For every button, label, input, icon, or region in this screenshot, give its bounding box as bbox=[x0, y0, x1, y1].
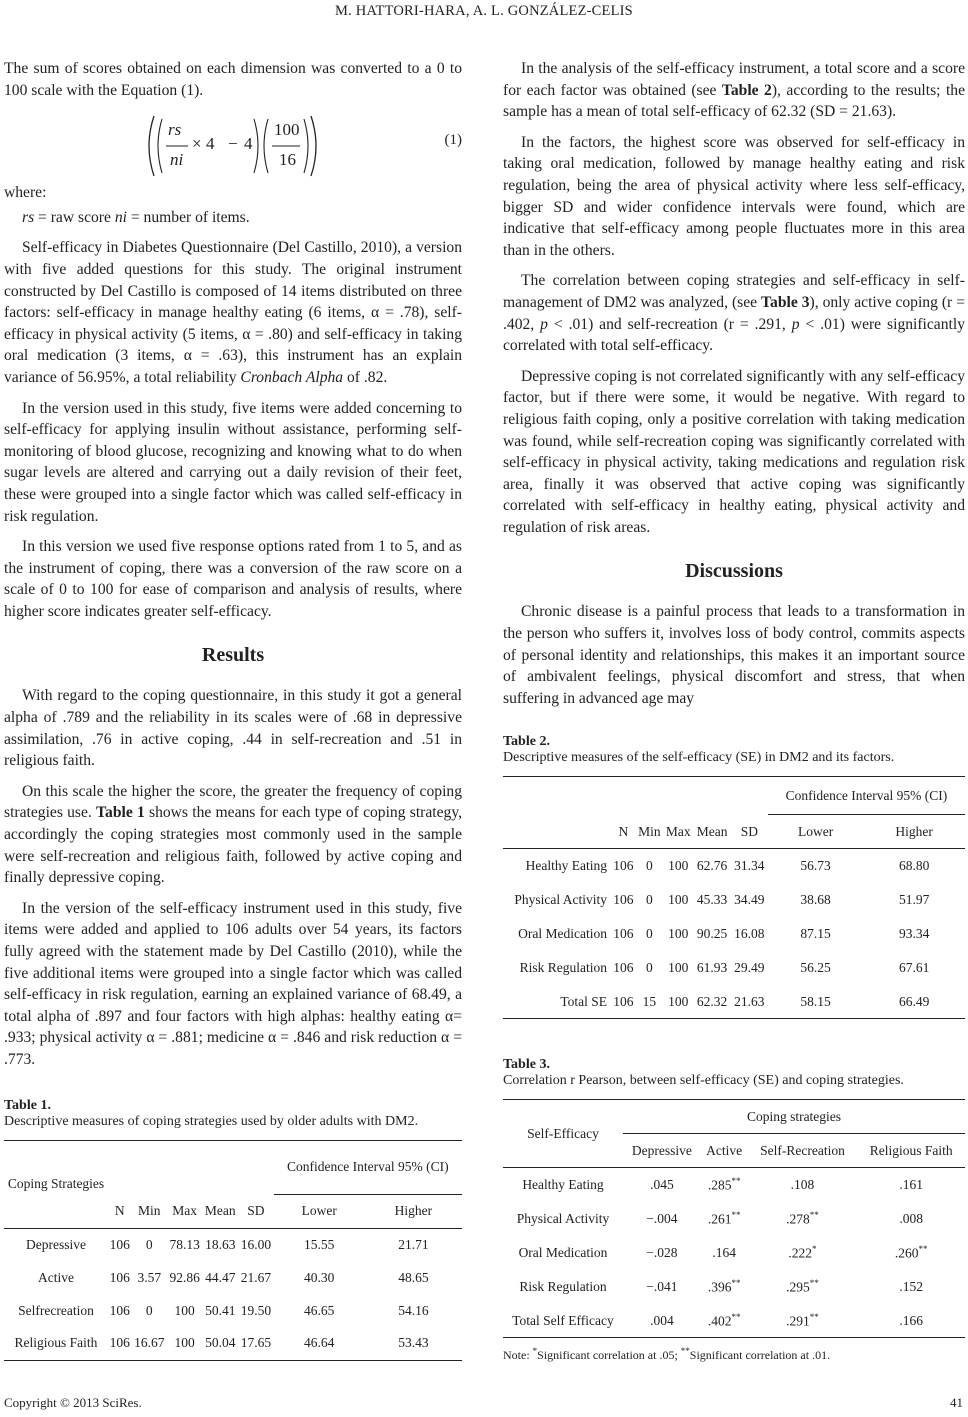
significance-marker: ** bbox=[809, 1311, 819, 1322]
table-row bbox=[4, 1228, 462, 1261]
row-label: Healthy Eating bbox=[525, 858, 607, 874]
table3-col-header: Self-Recreation bbox=[748, 1134, 858, 1168]
table-cell: 92.86 bbox=[169, 1269, 200, 1285]
paragraph: In the analysis of the self-efficacy instrument, a total score and a score for each factor was obtained (see Table 2), according to the results; the sample has a mean of total self-efficacy of 62.32 (SD = 21.63). bbox=[503, 60, 965, 121]
table3-title: Table 3. bbox=[503, 1057, 550, 1073]
eq-four-b: 4 bbox=[244, 134, 253, 154]
significance-marker: ** bbox=[731, 1311, 741, 1322]
equation-1 bbox=[4, 110, 462, 182]
table2-col-header: Higher bbox=[863, 815, 965, 849]
table-cell: 34.49 bbox=[734, 891, 765, 907]
table-cell: 50.04 bbox=[202, 1327, 238, 1360]
table3-col-header: Depressive bbox=[623, 1134, 701, 1168]
table-cell: 31.34 bbox=[734, 858, 765, 874]
table-cell: .396** bbox=[707, 1278, 741, 1295]
table-cell: −.004 bbox=[646, 1210, 678, 1226]
table-row bbox=[4, 1261, 462, 1294]
significance-marker: ** bbox=[731, 1210, 741, 1221]
where-label: where: bbox=[4, 184, 47, 202]
table-cell: 16.08 bbox=[734, 925, 765, 941]
table-cell: 0 bbox=[646, 891, 653, 907]
significance-marker: ** bbox=[809, 1278, 819, 1289]
row-label: Oral Medication bbox=[518, 1244, 608, 1260]
table-cell: .045 bbox=[650, 1177, 674, 1193]
section-heading-results: Results bbox=[201, 644, 265, 667]
table-cell: .161 bbox=[899, 1177, 924, 1193]
left-column bbox=[4, 58, 462, 1361]
significance-marker: * bbox=[812, 1244, 817, 1255]
eq-minus: − bbox=[228, 134, 238, 154]
table-cell: 100 bbox=[167, 1327, 202, 1360]
table-2 bbox=[503, 776, 965, 1019]
table-cell: .008 bbox=[899, 1210, 924, 1226]
table-cell: 106 bbox=[613, 858, 634, 874]
table-cell: 0 bbox=[646, 959, 653, 975]
table2-title: Table 2. bbox=[503, 734, 550, 750]
table-row bbox=[503, 1202, 965, 1236]
table-cell: 61.93 bbox=[696, 959, 728, 975]
table-cell: −.028 bbox=[646, 1244, 678, 1260]
row-label: Selfrecreation bbox=[18, 1302, 94, 1318]
table-cell: .152 bbox=[899, 1278, 924, 1294]
table-row bbox=[503, 1270, 965, 1304]
paragraph: Self-efficacy in Diabetes Questionnaire (Del Castillo, 2010), a version with five added questions for this study. The original instrument constructed by Del Castillo is composed of 14 items distributed on three factors: self-efficacy in manage healthy eating (6 items, α = .78), self-efficacy in physical activity (5 items, α = .80) and self-efficacy in taking oral medication (3 items, α = .63), this instrument has an explain variance of 56.95%, a total reliability Cronbach Alpha of .82. bbox=[4, 239, 462, 386]
right-column bbox=[503, 58, 965, 1363]
row-label: Physical Activity bbox=[516, 1210, 610, 1226]
paragraph: The correlation between coping strategies and self-efficacy in self-management of DM2 was analyzed, (see Table 3), only active coping (r = .402, p < .01) and self-recreation (r = .291, p < .01) were significantly correlated with total self-efficacy. bbox=[503, 272, 966, 355]
table-cell: 106 bbox=[613, 959, 634, 975]
paragraph: Depressive coping is not correlated significantly with any self-efficacy factor, but if there were some, it would be negative. With regard to religious faith coping, only a positive correlation with taking medication was found, while self-recreation coping was significantly correlated with self-efficacy in physical activity, taking medications and regulation risk area, finally it was observed that active coping was significantly correlated with self-efficacy in healthy eating, physical activity and regulation of risk areas. bbox=[503, 367, 965, 536]
table-cell: 106 bbox=[109, 1236, 130, 1252]
table-cell: 93.34 bbox=[898, 925, 930, 941]
table-cell: 100 bbox=[668, 925, 689, 941]
row-label: Religious Faith bbox=[4, 1327, 108, 1360]
table-cell: 106 bbox=[109, 1302, 130, 1318]
eq-times: × bbox=[192, 134, 202, 154]
table1-title: Table 1. bbox=[4, 1097, 51, 1113]
significance-marker: ** bbox=[731, 1278, 741, 1289]
table1-col-header: Max bbox=[167, 1194, 202, 1228]
table-cell: 68.80 bbox=[898, 858, 930, 874]
table-cell: 106 bbox=[613, 891, 634, 907]
table-cell: 38.68 bbox=[800, 891, 831, 907]
paragraph: On this scale the higher the score, the greater the frequency of coping strategies use. Table 1 shows the means for each type of coping strategy, accordingly the coping strategies most commonly used in the sample were self-recreation and religious faith, followed by active coping and finally depressive coping. bbox=[4, 782, 463, 887]
table-row bbox=[4, 1294, 462, 1327]
significance-marker: ** bbox=[918, 1244, 928, 1255]
table-1 bbox=[4, 1140, 462, 1361]
table-row bbox=[503, 1168, 965, 1202]
paragraph: The sum of scores obtained on each dimension was converted to a 0 to 100 scale with the Equation (1). bbox=[4, 60, 462, 99]
table-cell: 90.25 bbox=[696, 925, 728, 941]
table-cell: 100 bbox=[663, 985, 693, 1019]
running-header: M. HATTORI-HARA, A. L. GONZÁLEZ-CELIS bbox=[335, 3, 633, 19]
table-cell: .402** bbox=[701, 1304, 748, 1338]
table1-col-header: Higher bbox=[365, 1194, 462, 1228]
table1-col-header: Mean bbox=[202, 1194, 238, 1228]
table3-rowhead: Self-Efficacy bbox=[503, 1100, 623, 1168]
table-cell: 53.43 bbox=[365, 1327, 462, 1360]
table-cell: 0 bbox=[145, 1236, 153, 1252]
table-cell: 44.47 bbox=[205, 1269, 236, 1285]
table-row bbox=[4, 1327, 462, 1360]
eq-ni: ni bbox=[170, 150, 184, 170]
table-row bbox=[503, 985, 965, 1019]
table3-col-header: Active bbox=[701, 1134, 748, 1168]
table-cell: .261** bbox=[707, 1210, 741, 1227]
table-cell: 40.30 bbox=[304, 1269, 335, 1285]
table-cell: 46.64 bbox=[274, 1327, 365, 1360]
table-row bbox=[503, 1236, 965, 1270]
table-cell: 87.15 bbox=[800, 925, 831, 941]
table-cell: 3.57 bbox=[137, 1269, 162, 1285]
table-cell: 16.00 bbox=[240, 1236, 272, 1252]
equation-legend: rs = raw score ni = number of items. bbox=[22, 208, 250, 226]
table-cell: 19.50 bbox=[240, 1302, 272, 1318]
table2-col-header: Mean bbox=[693, 815, 731, 849]
paragraph: In this version we used five response options rated from 1 to 5, and as the instrument of coping, there was a conversion of the raw score on a scale of 0 to 100 for ease of comparison and analysis of results, where higher score indicates greater self-efficacy. bbox=[4, 538, 462, 620]
table-cell: 50.41 bbox=[205, 1302, 236, 1318]
table-cell: 56.73 bbox=[800, 858, 831, 874]
table1-caption: Descriptive measures of coping strategies used by older adults with DM2. bbox=[4, 1113, 419, 1129]
table-cell: −.041 bbox=[646, 1278, 678, 1294]
table2-ci-header: Confidence Interval 95% (CI) bbox=[768, 777, 965, 815]
table2-col-header: Max bbox=[663, 815, 693, 849]
table-cell: 0 bbox=[145, 1302, 153, 1318]
table-cell: .004 bbox=[623, 1304, 701, 1338]
table-cell: 48.65 bbox=[398, 1269, 429, 1285]
table-cell: .108 bbox=[790, 1177, 815, 1193]
table-cell: 106 bbox=[613, 925, 634, 941]
eq-four-a: 4 bbox=[206, 134, 215, 154]
eq-sixteen: 16 bbox=[279, 150, 296, 170]
table-cell: .164 bbox=[712, 1244, 736, 1260]
table1-ci-header: Confidence Interval 95% (CI) bbox=[274, 1140, 462, 1194]
table-cell: .285** bbox=[707, 1176, 741, 1193]
table-cell: 21.63 bbox=[731, 985, 768, 1019]
table-cell: 21.71 bbox=[398, 1236, 429, 1252]
table-cell: 46.65 bbox=[304, 1302, 335, 1318]
table3-caption: Correlation r Pearson, between self-efficacy (SE) and coping strategies. bbox=[503, 1073, 904, 1089]
section-heading-discussions: Discussions bbox=[685, 560, 783, 583]
table-cell: .278** bbox=[786, 1210, 819, 1227]
row-label: Oral Medication bbox=[518, 925, 607, 941]
table-cell: 100 bbox=[668, 959, 689, 975]
table1-rowhead: Coping Strategies bbox=[4, 1140, 108, 1228]
significance-marker: ** bbox=[809, 1210, 819, 1221]
row-label: Total SE bbox=[503, 985, 611, 1019]
table-cell: 100 bbox=[668, 858, 689, 874]
table-cell: 106 bbox=[108, 1327, 132, 1360]
table-cell: .295** bbox=[786, 1278, 819, 1295]
table2-caption: Descriptive measures of the self-efficacy (SE) in DM2 and its factors. bbox=[503, 750, 895, 766]
row-label: Active bbox=[38, 1269, 74, 1285]
row-label: Risk Regulation bbox=[519, 1278, 607, 1294]
row-label: Total Self Efficacy bbox=[503, 1304, 623, 1338]
table-cell: 15.55 bbox=[304, 1236, 335, 1252]
table-cell: 56.25 bbox=[800, 959, 831, 975]
eq-hundred: 100 bbox=[274, 120, 300, 140]
table-cell: 21.67 bbox=[240, 1269, 272, 1285]
page-number: 41 bbox=[950, 1395, 963, 1410]
paragraph: In the version used in this study, five items were added concerning to self-efficacy for applying insulin without assistance, performing self-monitoring of blood glucose, recognizing and knowing what to do when sugar levels are altered and carrying out a daily revision of their feet, these were grouped into a single factor which was called self-efficacy in risk regulation. bbox=[4, 399, 462, 525]
table-cell: .260** bbox=[894, 1244, 928, 1261]
table-cell: 100 bbox=[174, 1302, 195, 1318]
table-row bbox=[503, 883, 965, 917]
table-cell: 66.49 bbox=[863, 985, 965, 1019]
table-cell: 16.67 bbox=[132, 1327, 167, 1360]
table-row bbox=[503, 951, 965, 985]
significance-marker: ** bbox=[731, 1176, 741, 1187]
table3-note: Note: *Significant correlation at .05; **Significant correlation at .01. bbox=[503, 1346, 831, 1363]
copyright: Copyright © 2013 SciRes. bbox=[4, 1395, 142, 1410]
table-cell: .222* bbox=[788, 1244, 817, 1261]
table-3 bbox=[503, 1099, 965, 1338]
table-cell: 17.65 bbox=[238, 1327, 273, 1360]
paragraph: With regard to the coping questionnaire, in this study it got a general alpha of .789 and the reliability in its scales were of .68 in depressive assimilation, .76 in active coping, .44 in self-recreation and .51 in religious faith. bbox=[4, 687, 462, 770]
table-row bbox=[503, 917, 965, 951]
table-cell: 51.97 bbox=[898, 891, 930, 907]
table-cell: 106 bbox=[611, 985, 636, 1019]
table-cell: 58.15 bbox=[768, 985, 863, 1019]
table-row bbox=[503, 1304, 965, 1338]
table-cell: .291** bbox=[748, 1304, 858, 1338]
table2-col-header: Lower bbox=[768, 815, 863, 849]
table1-col-header: Min bbox=[132, 1194, 167, 1228]
table-cell: 78.13 bbox=[169, 1236, 200, 1252]
row-label: Physical Activity bbox=[514, 891, 607, 907]
table-cell: 106 bbox=[109, 1269, 130, 1285]
table2-col-header: SD bbox=[731, 815, 768, 849]
table-cell: .166 bbox=[857, 1304, 965, 1338]
table-cell: 0 bbox=[646, 858, 653, 874]
table1-col-header: N bbox=[108, 1194, 132, 1228]
eq-rs: rs bbox=[168, 120, 182, 140]
equation-number: (1) bbox=[444, 132, 462, 149]
table1-col-header: SD bbox=[238, 1194, 273, 1228]
table3-group-header: Coping strategies bbox=[623, 1100, 965, 1134]
paragraph: Chronic disease is a painful process that leads to a transformation in the person who suffers it, involves loss of body control, commits aspects of personal identity and relationships, this makes it an important source of ambivalent feelings, physical discomfort and stress, that when suffering in advanced age may bbox=[503, 603, 965, 707]
table2-col-header: N bbox=[611, 815, 636, 849]
row-label: Healthy Eating bbox=[522, 1177, 604, 1193]
table2-col-header: Min bbox=[636, 815, 663, 849]
table-cell: 100 bbox=[668, 891, 689, 907]
table-row bbox=[503, 849, 965, 883]
table3-col-header: Religious Faith bbox=[857, 1134, 965, 1168]
row-label: Depressive bbox=[26, 1236, 86, 1252]
table-cell: 67.61 bbox=[898, 959, 930, 975]
table-cell: 62.32 bbox=[693, 985, 731, 1019]
table-cell: 54.16 bbox=[398, 1302, 429, 1318]
table-cell: 45.33 bbox=[696, 891, 728, 907]
table-cell: 18.63 bbox=[205, 1236, 236, 1252]
paragraph: In the factors, the highest score was observed for self-efficacy in taking oral medication, followed by manage healthy eating and risk regulation, being the area of physical activity where less self-efficacy, bigger SD and wider confidence intervals were found, which are indicative that self-efficacy among people fluctuates more in this area than in the others. bbox=[503, 133, 965, 259]
table1-col-header: Lower bbox=[274, 1194, 365, 1228]
table-cell: 0 bbox=[646, 925, 653, 941]
row-label: Risk Regulation bbox=[519, 959, 607, 975]
table-cell: 62.76 bbox=[696, 858, 728, 874]
table-cell: 29.49 bbox=[734, 959, 765, 975]
table-cell: 15 bbox=[636, 985, 663, 1019]
paragraph: In the version of the self-efficacy instrument used in this study, five items were added and applied to 106 adults over 54 years, its factors fully agreed with the statement made by Del Castillo (2010), while the five additional items were grouped into a single factor which was called self-efficacy in risk regulation, earning an explained variance of 68.49, a total alpha of .897 and four factors with high alphas: healthy eating α= .933; physical activity α = .881; medicine α = .846 and risk reduction α = .773. bbox=[4, 899, 462, 1068]
